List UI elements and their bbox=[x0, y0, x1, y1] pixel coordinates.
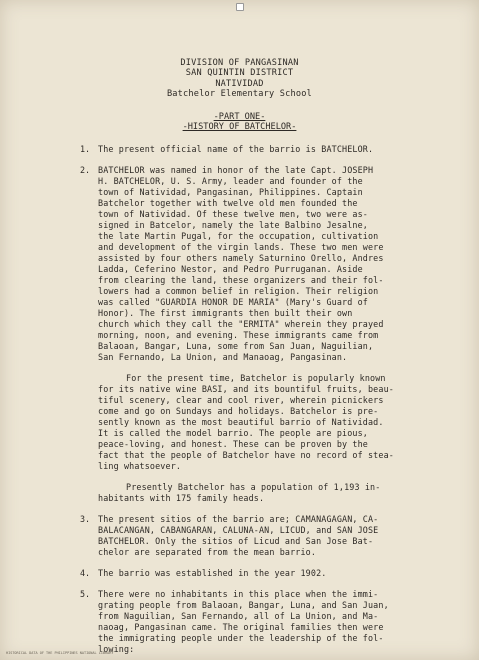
item-2-line: lowers had a common belief in religion. Their religion bbox=[98, 286, 379, 296]
header-town: NATIVIDAD bbox=[215, 78, 264, 89]
present-para-line: for its native wine BASI, and its bountiful fruits, beau- bbox=[98, 384, 394, 394]
staple-hole bbox=[236, 3, 244, 11]
present-para-line: For the present time, Batchelor is popularly known bbox=[126, 373, 386, 383]
item-2-line: was called "GUARDIA HONOR DE MARIA" (Mary's Guard of bbox=[98, 297, 368, 307]
item-2-line: the late Martin Pugal, for the occupation, cultivation bbox=[98, 231, 379, 241]
item-2-line: Batchelor together with twelve old men founded the bbox=[98, 198, 358, 208]
item-2-line: from clearing the land, these organizers and their fol- bbox=[98, 275, 384, 285]
item-2-line: Honor). The first immigrants then built their own bbox=[98, 308, 353, 318]
item-2-line: BATCHELOR was named in honor of the late Capt. JOSEPH bbox=[98, 165, 374, 175]
item-4-number: 4. bbox=[80, 568, 91, 578]
item-5-line: from Naguilian, San Fernando, all of La Union, and Ma- bbox=[98, 611, 379, 621]
item-3-line: chelor are separated from the mean barrio. bbox=[98, 547, 317, 557]
item-5-number: 5. bbox=[80, 589, 91, 599]
item-2-line: San Fernando, La Union, and Manaoag, Pangasinan. bbox=[98, 352, 348, 362]
item-2-line: H. BATCHELOR, U. S. Army, leader and founder of the bbox=[98, 176, 363, 186]
item-2-line: town of Natividad. Of these twelve men, two were as- bbox=[98, 209, 368, 219]
item-2-line: church which they call the "ERMITA" wherein they prayed bbox=[98, 319, 384, 329]
item-2-line: Balaoan, Bangar, Luna, some from San Juan, Naguilian, bbox=[98, 341, 374, 351]
item-5-line: There were no inhabitants in this place when the immi- bbox=[98, 589, 379, 599]
part-subtitle: -HISTORY OF BATCHELOR- bbox=[182, 122, 297, 133]
item-2-line: assisted by four others namely Saturnino Orello, Andres bbox=[98, 253, 384, 263]
section-heading bbox=[0, 112, 479, 133]
header-division: DIVISION OF PANGASINAN bbox=[180, 58, 299, 68]
header-district: SAN QUINTIN DISTRICT bbox=[185, 68, 294, 79]
present-para-line: It is called the model barrio. The people are pious, bbox=[98, 428, 368, 438]
item-3-number: 3. bbox=[80, 514, 91, 524]
item-2-number: 2. bbox=[80, 165, 91, 175]
item-2-line: signed in Batcelor, namely the late Balbino Jesalne, bbox=[98, 220, 368, 230]
item-5-line: naoag, Pangasinan came. The original families then were bbox=[98, 622, 384, 632]
item-2-line: morning, noon, and evening. These immigrants came from bbox=[98, 330, 379, 340]
item-3-line: The present sitios of the barrio are; CAMANAGAGAN, CA- bbox=[98, 514, 379, 524]
archive-footer-note: HISTORICAL DATA OF THE PHILIPPINES NATIONAL LIBRARY bbox=[6, 651, 114, 655]
part-title: -PART ONE- bbox=[213, 112, 266, 122]
present-para-line: sently known as the most beautiful barrio of Natividad. bbox=[98, 417, 384, 427]
item-1-number: 1. bbox=[80, 144, 91, 154]
item-4-line: The barrio was established in the year 1902. bbox=[98, 568, 327, 578]
present-para-line: tiful scenery, clear and cool river, wherein picnickers bbox=[98, 395, 384, 405]
item-1-line-1: The present official name of the barrio is BATCHELOR. bbox=[98, 144, 374, 154]
present-para-line: peace-loving, and honest. These can be proven by the bbox=[98, 439, 368, 449]
present-para-line: fact that the people of Batchelor have no record of stea- bbox=[98, 450, 394, 460]
document-header bbox=[0, 58, 479, 100]
item-5-line: the immigrating people under the leadership of the fol- bbox=[98, 633, 384, 643]
population-line: Presently Batchelor has a population of 1,193 in- bbox=[126, 482, 381, 492]
item-2-line: and development of the virgin lands. These two men were bbox=[98, 242, 384, 252]
item-5-line: lowing: bbox=[98, 644, 135, 654]
item-2-line: town of Natividad, Pangasinan, Philippines. Captain bbox=[98, 187, 363, 197]
item-2-line: Ladda, Ceferino Nestor, and Pedro Purruganan. Aside bbox=[98, 264, 363, 274]
item-5-line: grating people from Balaoan, Bangar, Luna, and San Juan, bbox=[98, 600, 389, 610]
present-para-line: ling whatsoever. bbox=[98, 461, 182, 471]
item-3-line: BATCHELOR. Only the sitios of Licud and San Jose Bat- bbox=[98, 536, 374, 546]
population-line: habitants with 175 family heads. bbox=[98, 493, 265, 503]
header-school: Batchelor Elementary School bbox=[166, 89, 313, 100]
present-para-line: come and go on Sundays and holidays. Batchelor is pre- bbox=[98, 406, 379, 416]
item-3-line: BALACANGAN, CABANGARAN, CALUNA-AN, LICUD, and SAN JOSE bbox=[98, 525, 379, 535]
